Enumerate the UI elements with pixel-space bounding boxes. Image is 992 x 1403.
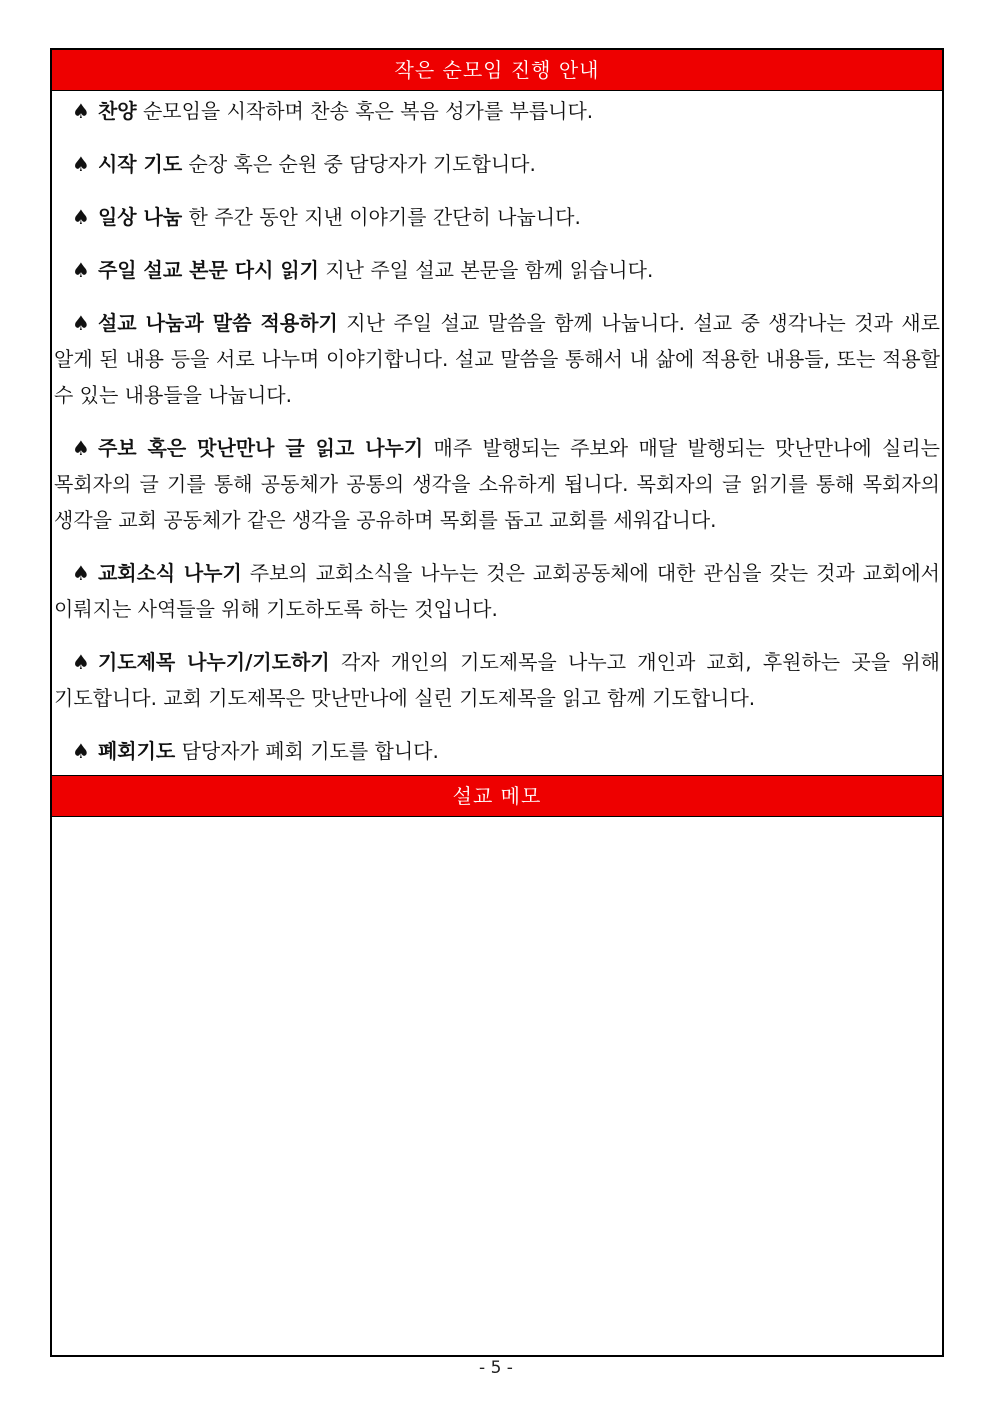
guide-item	[52, 733, 942, 769]
spade-icon: ♠	[72, 650, 90, 674]
guide-item-text: 순장 혹은 순원 중 담당자가 기도합니다.	[188, 152, 536, 176]
guide-item	[52, 199, 942, 235]
guide-item-title: 폐회기도	[97, 739, 176, 763]
guide-item	[52, 305, 942, 413]
guide-item-text: 순모임을 시작하며 찬송 혹은 복음 성가를 부릅니다.	[142, 99, 594, 123]
guide-item	[52, 146, 942, 182]
guide-item-title: 기도제목 나누기/기도하기	[97, 650, 330, 674]
guide-item-text: 담당자가 폐회 기도를 합니다.	[181, 739, 439, 763]
memo-title: 설교 메모	[452, 784, 542, 808]
guide-title-bar	[52, 50, 942, 91]
guide-item-text: 한 주간 동안 지낸 이야기를 간단히 나눕니다.	[188, 205, 581, 229]
guide-item-text: 주보의 교회소식을 나누는 것은 교회공동체에 대한 관심을 갖는 것과 교회에서 이뤄지는 사역들을 위해 기도하도록 하는 것입니다.	[54, 561, 940, 621]
guide-list	[52, 91, 942, 775]
guide-item-title: 주보 혹은 맛난만나 글 읽고 나누기	[97, 436, 424, 460]
guide-item-text: 지난 주일 설교 말씀을 함께 나눕니다. 설교 중 생각나는 것과 새로 알게 된 내용 등을 서로 나누며 이야기합니다. 설교 말씀을 통해서 내 삶에 적용한 내용들, 또는 적용할 수 있는 내용들을 나눕니다.	[54, 311, 940, 407]
guide-frame	[50, 48, 944, 1357]
guide-item-title: 찬양	[97, 99, 137, 123]
spade-icon: ♠	[72, 436, 90, 460]
guide-item-text: 매주 발행되는 주보와 매달 발행되는 맛난만나에 실리는 목회자의 글 기를 통해 공동체가 공통의 생각을 소유하게 됩니다. 목회자의 글 읽기를 통해 목회자의 생각을 교회 공동체가 같은 생각을 공유하며 목회를 돕고 교회를 세워갑니다.	[54, 436, 940, 532]
guide-item-title: 주일 설교 본문 다시 읽기	[97, 258, 319, 282]
guide-item-text: 각자 개인의 기도제목을 나누고 개인과 교회, 후원하는 곳을 위해 기도합니다. 교회 기도제목은 맛난만나에 실린 기도제목을 읽고 함께 기도합니다.	[54, 650, 940, 710]
guide-item-title: 교회소식 나누기	[97, 561, 242, 585]
guide-item-title: 시작 기도	[97, 152, 183, 176]
memo-title-bar	[52, 775, 942, 817]
memo-writing-area	[52, 817, 942, 1341]
spade-icon: ♠	[72, 739, 90, 763]
guide-item	[52, 252, 942, 288]
guide-item	[52, 644, 942, 716]
guide-item-title: 설교 나눔과 말씀 적용하기	[97, 311, 338, 335]
spade-icon: ♠	[72, 152, 90, 176]
spade-icon: ♠	[72, 561, 90, 585]
guide-item-title: 일상 나눔	[97, 205, 183, 229]
guide-item	[52, 93, 942, 129]
spade-icon: ♠	[72, 99, 90, 123]
spade-icon: ♠	[72, 205, 90, 229]
spade-icon: ♠	[72, 311, 90, 335]
guide-title: 작은 순모임 진행 안내	[394, 58, 600, 82]
guide-item	[52, 430, 942, 538]
guide-item	[52, 555, 942, 627]
page-number: - 5 -	[479, 1358, 513, 1378]
guide-item-text: 지난 주일 설교 본문을 함께 읽습니다.	[325, 258, 654, 282]
spade-icon: ♠	[72, 258, 90, 282]
